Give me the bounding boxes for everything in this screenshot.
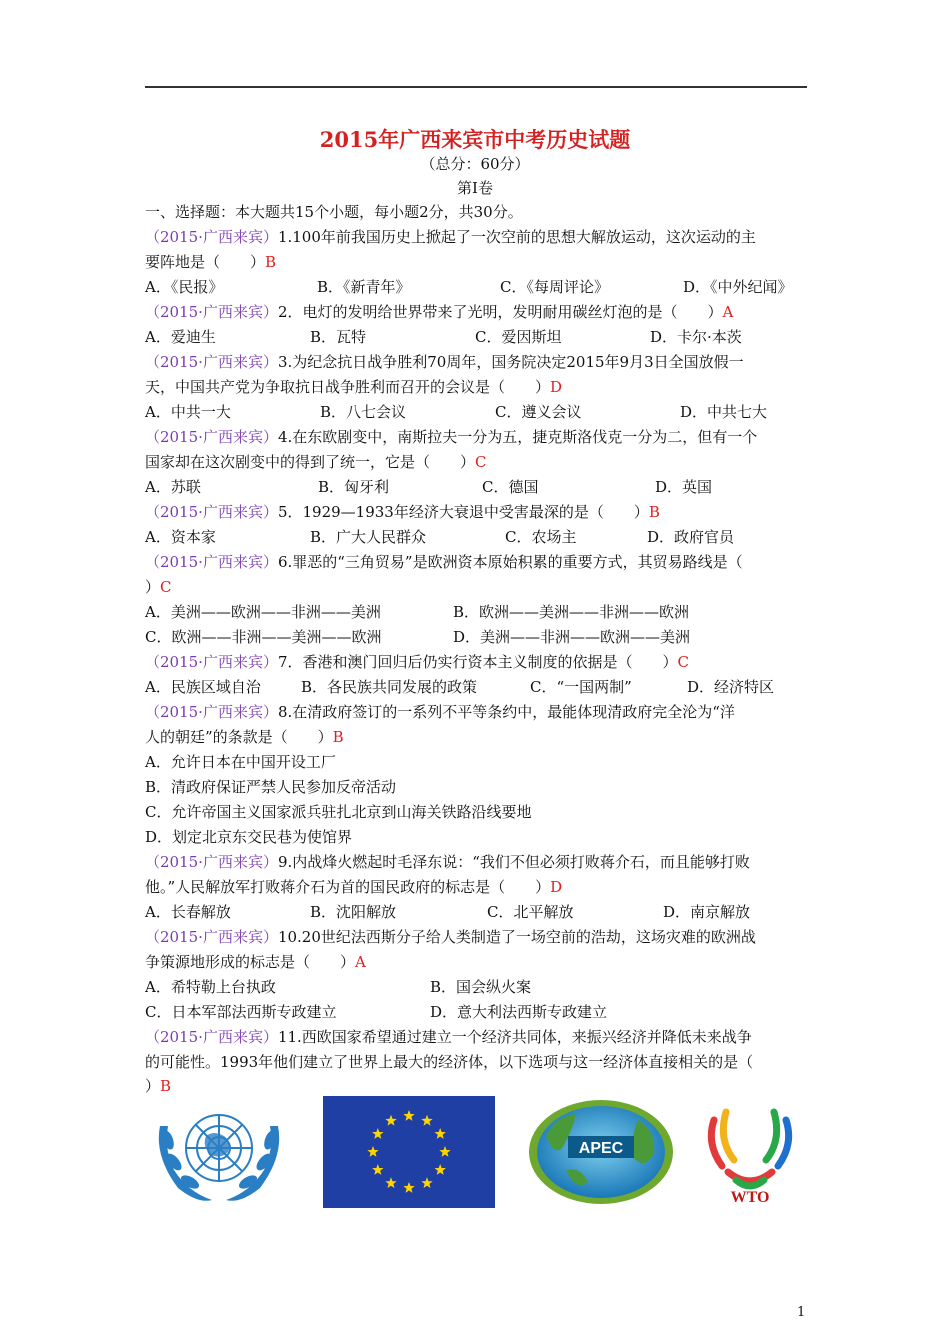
option-b: B．《新青年》 (317, 278, 411, 296)
question-text: ） (145, 1077, 161, 1095)
option-c: C．爱因斯坦 (475, 328, 562, 346)
question-4 (145, 427, 810, 447)
question-source: （2015·广西来宾） (145, 303, 278, 321)
option-d: D．美洲——非洲——欧洲——美洲 (453, 628, 691, 646)
question-text: 2．电灯的发明给世界带来了光明，发明耐用碳丝灯泡的是（ ） (277, 303, 723, 321)
option-d: D．南京解放 (663, 903, 751, 921)
question-4-cont (145, 452, 810, 472)
option-d: D．经济特区 (687, 678, 775, 696)
question-text: 9.内战烽火燃起时毛泽东说：“我们不但必须打败蒋介石，而且能够打败 (277, 853, 750, 871)
question-8-cont (145, 727, 810, 747)
option-c: C．遵义会议 (495, 403, 582, 421)
option-d: D．《中外纪闻》 (683, 278, 793, 296)
question-1 (145, 227, 810, 247)
question-8 (145, 702, 810, 722)
option-b: B．沈阳解放 (310, 903, 397, 921)
section-heading: 一、选择题：本大题共15个小题，每小题2分，共30分。 (145, 203, 523, 221)
question-text: 争策源地形成的标志是（ ） (145, 953, 356, 971)
option-c: C．农场主 (505, 528, 577, 546)
question-3 (145, 352, 810, 372)
answer-mark: C (475, 453, 487, 471)
question-6 (145, 552, 810, 572)
option-b: B．瓦特 (310, 328, 367, 346)
question-2 (145, 302, 810, 322)
eu-flag-image (323, 1096, 495, 1208)
page-title: 2015年广西来宾市中考历史试题 (319, 127, 631, 152)
question-source: （2015·广西来宾） (145, 503, 278, 521)
answer-mark: A (355, 953, 366, 971)
question-source: （2015·广西来宾） (145, 853, 278, 871)
question-source: （2015·广西来宾） (145, 553, 278, 571)
question-text: 7．香港和澳门回归后仍实行资本主义制度的依据是（ ） (277, 653, 678, 671)
apec-logo-image (526, 1096, 676, 1208)
question-3-cont (145, 377, 810, 397)
question-1-cont (145, 252, 810, 272)
question-10 (145, 927, 810, 947)
answer-mark: B (332, 728, 344, 746)
option-b: B．欧洲——美洲——非洲——欧洲 (453, 603, 690, 621)
option-a: A．民族区域自治 (145, 678, 261, 696)
question-text: 人的朝廷”的条款是（ ） (145, 728, 333, 746)
un-emblem-image (148, 1096, 290, 1208)
answer-mark: C (160, 578, 172, 596)
question-source: （2015·广西来宾） (145, 928, 278, 946)
option-c: C．北平解放 (487, 903, 574, 921)
option-c: C．《每周评论》 (500, 278, 609, 296)
wto-logo-image (700, 1096, 800, 1208)
option-b: B．清政府保证严禁人民参加反帝活动 (145, 778, 397, 796)
question-text: 8.在清政府签订的一系列不平等条约中，最能体现清政府完全沦为“洋 (277, 703, 735, 721)
option-c: C．允许帝国主义国家派兵驻扎北京到山海关铁路沿线要地 (145, 803, 532, 821)
apec-label: APEC (578, 1140, 624, 1157)
wto-label: WTO (730, 1189, 770, 1206)
answer-mark: D (550, 378, 563, 396)
option-c: C．“一国两制” (530, 678, 632, 696)
option-a: A．美洲——欧洲——非洲——美洲 (145, 603, 381, 621)
option-d: D．中共七大 (680, 403, 768, 421)
question-5 (145, 502, 810, 522)
question-source: （2015·广西来宾） (145, 353, 278, 371)
option-c: C．欧洲——非洲——美洲——欧洲 (145, 628, 382, 646)
question-7 (145, 652, 810, 672)
question-source: （2015·广西来宾） (145, 653, 278, 671)
answer-mark: D (550, 878, 563, 896)
question-11-cont2 (145, 1076, 810, 1096)
question-text: ） (145, 578, 161, 596)
page-number: 1 (797, 1305, 806, 1320)
option-a: A．资本家 (145, 528, 216, 546)
option-d: D．划定北京东交民巷为使馆界 (145, 828, 353, 846)
option-b: B．八七会议 (320, 403, 407, 421)
question-text: 国家却在这次剧变中的得到了统一，它是（ ） (145, 453, 476, 471)
option-a: A．爱迪生 (145, 328, 216, 346)
question-6-cont (145, 577, 810, 597)
answer-mark: B (648, 503, 660, 521)
question-source: （2015·广西来宾） (145, 1028, 278, 1046)
answer-mark: C (677, 653, 689, 671)
volume-label: 第Ⅰ卷 (457, 179, 493, 197)
option-a: A．允许日本在中国开设工厂 (145, 753, 336, 771)
question-text: 3.为纪念抗日战争胜利70周年，国务院决定2015年9月3日全国放假一 (277, 353, 744, 371)
question-text: 4.在东欧剧变中，南斯拉夫一分为五，捷克斯洛伐克一分为二，但有一个 (277, 428, 758, 446)
question-9-cont (145, 877, 810, 897)
question-11-cont (145, 1052, 810, 1072)
option-c: C．日本军部法西斯专政建立 (145, 1003, 337, 1021)
option-b: B．广大人民群众 (310, 528, 427, 546)
option-d: D．意大利法西斯专政建立 (430, 1003, 608, 1021)
answer-mark: B (265, 253, 277, 271)
option-a: A．苏联 (145, 478, 201, 496)
option-b: B．匈牙利 (318, 478, 390, 496)
question-text: 天，中国共产党为争取抗日战争胜利而召开的会议是（ ） (145, 378, 551, 396)
option-b: B．各民族共同发展的政策 (301, 678, 478, 696)
question-text: 6.罪恶的“三角贸易”是欧洲资本原始积累的重要方式，其贸易路线是（ (277, 553, 743, 571)
total-score: （总分：60分） (420, 155, 530, 173)
option-d: D．英国 (655, 478, 713, 496)
question-text: 5．1929—1933年经济大衰退中受害最深的是（ ） (277, 503, 649, 521)
option-c: C．德国 (482, 478, 539, 496)
question-11 (145, 1027, 810, 1047)
question-source: （2015·广西来宾） (145, 703, 278, 721)
question-10-cont (145, 952, 810, 972)
question-text: 1.100年前我国历史上掀起了一次空前的思想大解放运动，这次运动的主 (277, 228, 756, 246)
question-text: 的可能性。1993年他们建立了世界上最大的经济体，以下选项与这一经济体直接相关的是（ (145, 1053, 754, 1071)
answer-mark: A (722, 303, 734, 321)
option-a: A．希特勒上台执政 (145, 978, 276, 996)
question-source: （2015·广西来宾） (145, 228, 278, 246)
question-source: （2015·广西来宾） (145, 428, 278, 446)
header-rule (145, 86, 807, 88)
option-a: A．中共一大 (145, 403, 231, 421)
option-d: D．卡尔·本茨 (650, 328, 742, 346)
question-text: 他。”人民解放军打败蒋介石为首的国民政府的标志是（ ） (145, 878, 551, 896)
question-9 (145, 852, 810, 872)
question-text: 10.20世纪法西斯分子给人类制造了一场空前的浩劫，这场灾难的欧洲战 (277, 928, 756, 946)
option-a: A．《民报》 (145, 278, 224, 296)
option-a: A．长春解放 (145, 903, 231, 921)
question-text: 要阵地是（ ） (145, 253, 266, 271)
option-b: B．国会纵火案 (430, 978, 532, 996)
answer-mark: B (160, 1077, 172, 1095)
option-d: D．政府官员 (647, 528, 735, 546)
question-text: 11.西欧国家希望通过建立一个经济共同体，来振兴经济并降低未来战争 (277, 1028, 752, 1046)
